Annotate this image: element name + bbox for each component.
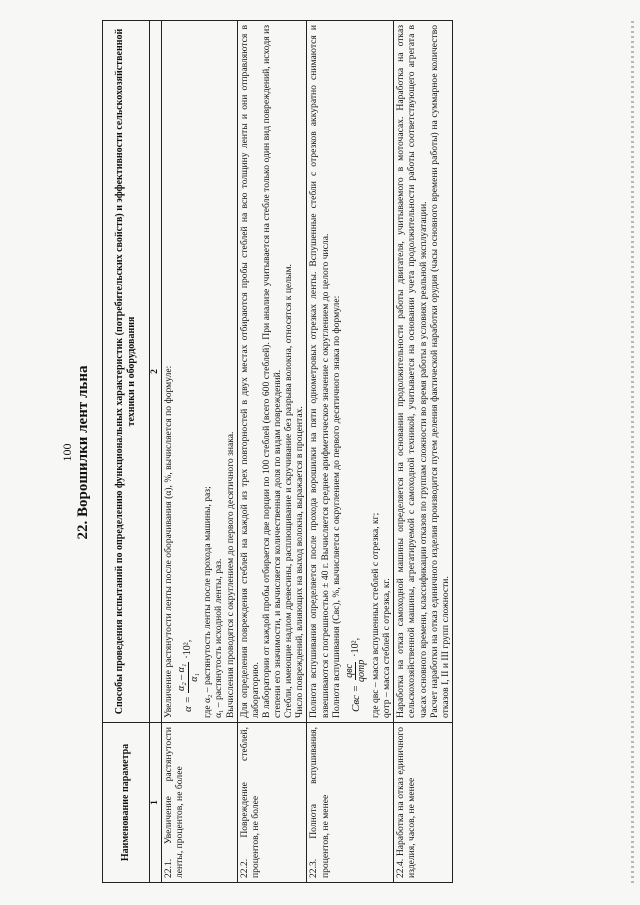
method-text: Увеличение растянутости ленты после оборачивания (α), %, вычисляется по формуле:	[163, 365, 175, 718]
test-method	[307, 21, 394, 723]
method-note: где α₂ – растянутость ленты после прохода машины, раз;	[202, 486, 214, 718]
test-method	[394, 21, 453, 723]
method-text: В лаборатории от каждой пробы отбирается две порции по 100 стеблей (всего 600 стеблей). При анализе учитывается на стебле только один вид повреждений, исходя из степени его значимости, и вычисляется количественная доля по видам повреждений.	[260, 25, 284, 718]
header-param-name: Наименование параметра	[103, 723, 150, 883]
rotated-page	[60, 0, 640, 905]
table-row	[307, 21, 394, 883]
page-number: 100	[60, 443, 74, 462]
formula-denominator: α₁	[188, 672, 200, 682]
method-text: Полнота вспушивания (Cвс), %, вычисляется с округлением до первого десятичного знака по формуле:	[330, 295, 342, 718]
table-row	[162, 21, 238, 883]
formula-numerator: α₂ – α₁	[176, 663, 188, 692]
formula-denominator: qотр	[356, 659, 368, 682]
formula-lhs: Cвс =	[349, 684, 362, 712]
formula-lhs: α =	[181, 696, 194, 712]
column-number-2: 2	[150, 21, 162, 723]
test-method	[162, 21, 238, 723]
method-note: Вычисления проводятся с округлением до первого десятичного знака.	[224, 431, 236, 718]
scan-edge-dots	[631, 21, 634, 883]
param-name: 22.1. Увеличение растянутости ленты, процентов, не более	[162, 723, 238, 883]
formula	[344, 25, 368, 712]
formula-numerator: qвс	[343, 664, 355, 678]
param-name: 22.3. Полнота вспушивания, процентов, не менее	[307, 723, 394, 883]
formula-tail: ·10²,	[182, 639, 194, 659]
page-header	[60, 0, 104, 905]
param-name: 22.2. Повреждение стеблей, процентов, не более	[237, 723, 307, 883]
method-text: Полнота вспушивания определяется после прохода ворошилки на пяти однометровых отрезках ленты. Вспушенные стебли с отрезков аккуратно снимаются и взвешиваются с погрешностью ± 40 г. Вычисляется среднее арифметическое значение с округлением до целого числа.	[308, 25, 331, 718]
method-text: Расчет наработки на отказ единичного изделия производится путем деления фактической наработки орудия (часы основного времени работы) на суммарное количество отказов I, II и III групп сложности.	[428, 25, 451, 718]
method-note: qотр – масса стеблей с отрезка, кг.	[381, 578, 393, 718]
table-header-row	[103, 21, 150, 883]
column-number-row	[150, 21, 162, 883]
param-name: 22.4. Наработка на отказ единичного изделия, часов, не менее	[394, 723, 453, 883]
formula	[176, 25, 200, 712]
method-text: Стебли, имеющие надлом древесины, расплющивание и скручивание без разрыва волокна, относятся к целым.	[283, 264, 295, 718]
column-number-1: 1	[150, 723, 162, 883]
method-note: α₁ – растянутость исходной ленты, раз.	[213, 558, 225, 718]
formula-fraction	[344, 660, 368, 682]
method-note: где qвс – масса вспушенных стеблей с отрезка, кг;	[370, 512, 382, 718]
method-text: Число повреждений, влияющих на выход волокна, выражается в процентах.	[294, 406, 306, 718]
formula-fraction	[176, 662, 200, 693]
header-test-methods: Способы проведения испытаний по определению функциональных характеристик (потребительских свойств) и эффективности сельскохозяйственной техники и оборудования	[103, 21, 150, 723]
test-method	[237, 21, 307, 723]
formula-tail: ·10²,	[350, 637, 362, 657]
table-row	[394, 21, 453, 883]
table-row	[237, 21, 307, 883]
method-text: Наработка на отказ самоходной машины определяется на основании продолжительности работы двигателя, учитываемого в моточасах. Наработка на отказ сельскохозяйственной машины, агрегатируемой с самоходной техникой, учитывается на основании учета продолжительности работы соответствующего агрегата в часах основного времени, классификации отказов по группам сложности во время работы в условиях реальной эксплуатации.	[395, 25, 429, 718]
method-text: Для определения повреждения стеблей на каждой из трех повторностей в двух местах отбираются пробы стеблей на всю толщину ленты и они отправляются в лабораторию.	[238, 25, 261, 718]
parameters-table	[102, 20, 453, 883]
section-title: 22. Ворошилки лент льна	[75, 365, 91, 540]
